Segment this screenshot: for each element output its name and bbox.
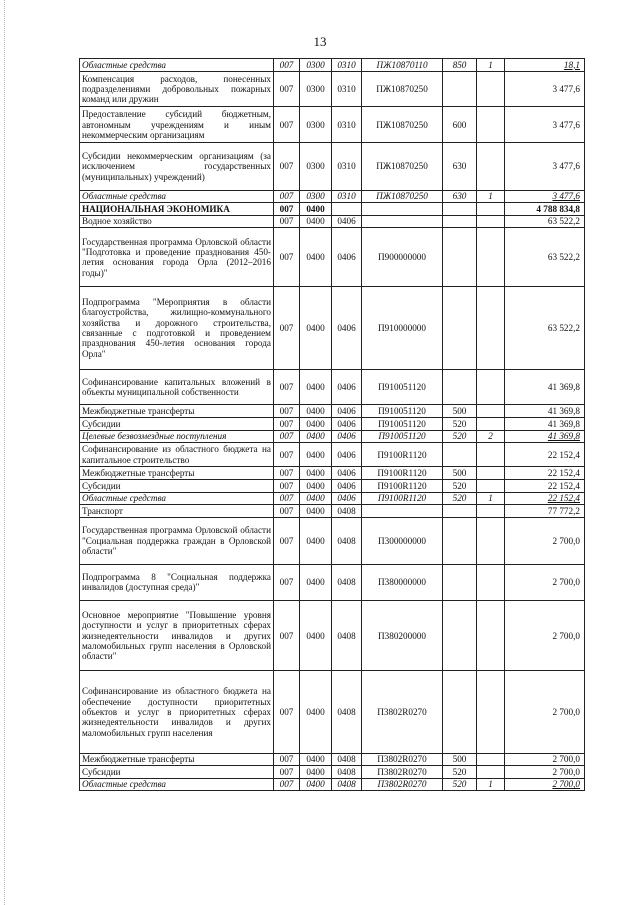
row-name: Субсидии некоммерческим организациям (за исключением государственных (муниципальных) учреждений) (80, 143, 274, 190)
ministry-code: 007 (274, 517, 300, 564)
ministry-code: 007 (274, 190, 300, 203)
expense-type-code: 630 (443, 190, 477, 203)
subsection-code: 0408 (332, 778, 362, 791)
expense-type-code (443, 505, 477, 518)
table-row (80, 467, 585, 480)
ministry-code: 007 (274, 203, 300, 216)
ministry-code: 007 (274, 59, 300, 72)
amount: 41 369,8 (505, 417, 585, 430)
row-name: Компенсация расходов, понесенных подразделениями добровольных пожарных команд или дружин (80, 71, 274, 107)
expense-type-code (443, 228, 477, 287)
row-name: Межбюджетные трансферты (80, 405, 274, 418)
subsection-code: 0310 (332, 143, 362, 190)
expense-type-code (443, 600, 477, 671)
ministry-code: 007 (274, 766, 300, 779)
funding-source-code (477, 600, 505, 671)
table-row (80, 778, 585, 791)
subsection-code (332, 203, 362, 216)
ministry-code: 007 (274, 215, 300, 228)
amount: 2 700,0 (505, 600, 585, 671)
subsection-code: 0408 (332, 671, 362, 753)
section-code: 0400 (300, 228, 332, 287)
funding-source-code (477, 107, 505, 143)
target-article-code: П900000000 (362, 228, 443, 287)
row-name: Областные средства (80, 190, 274, 203)
funding-source-code (477, 565, 505, 601)
subsection-code: 0408 (332, 505, 362, 518)
expense-type-code (443, 71, 477, 107)
funding-source-code (477, 405, 505, 418)
target-article-code: П3802R0270 (362, 753, 443, 766)
expense-type-code: 520 (443, 479, 477, 492)
table-row (80, 565, 585, 601)
row-name: Транспорт (80, 505, 274, 518)
target-article-code: П300000000 (362, 517, 443, 564)
subsection-code: 0406 (332, 215, 362, 228)
expense-type-code: 500 (443, 467, 477, 480)
table-row (80, 143, 585, 190)
funding-source-code (477, 479, 505, 492)
ministry-code: 007 (274, 565, 300, 601)
amount: 2 700,0 (505, 753, 585, 766)
target-article-code: ПЖ10870250 (362, 143, 443, 190)
expense-type-code: 520 (443, 492, 477, 505)
amount: 63 522,2 (505, 228, 585, 287)
target-article-code: П910000000 (362, 287, 443, 369)
subsection-code: 0310 (332, 190, 362, 203)
section-code: 0300 (300, 190, 332, 203)
subsection-code: 0406 (332, 492, 362, 505)
target-article-code: П9100R1120 (362, 492, 443, 505)
subsection-code: 0408 (332, 600, 362, 671)
amount: 63 522,2 (505, 287, 585, 369)
ministry-code: 007 (274, 143, 300, 190)
table-row (80, 671, 585, 753)
table-row (80, 287, 585, 369)
section-code: 0400 (300, 417, 332, 430)
target-article-code: ПЖ10870250 (362, 107, 443, 143)
table-row (80, 766, 585, 779)
section-code: 0400 (300, 778, 332, 791)
expense-type-code (443, 215, 477, 228)
table-row (80, 369, 585, 405)
row-name: Государственная программа Орловской области "Подготовка и проведение празднования 450-летия основания города Орла (2012–2016 годы)" (80, 228, 274, 287)
ministry-code: 007 (274, 430, 300, 443)
target-article-code (362, 215, 443, 228)
section-code: 0400 (300, 505, 332, 518)
section-code: 0400 (300, 766, 332, 779)
amount: 63 522,2 (505, 215, 585, 228)
ministry-code: 007 (274, 467, 300, 480)
table-row (80, 492, 585, 505)
section-code: 0400 (300, 479, 332, 492)
amount: 41 369,8 (505, 369, 585, 405)
funding-source-code: 1 (477, 190, 505, 203)
target-article-code: ПЖ10870250 (362, 71, 443, 107)
table-row (80, 59, 585, 72)
amount: 22 152,4 (505, 492, 585, 505)
subsection-code: 0408 (332, 565, 362, 601)
budget-table (79, 58, 585, 791)
ministry-code: 007 (274, 753, 300, 766)
row-name: Софинансирование из областного бюджета на капитальное строительство (80, 443, 274, 467)
amount: 2 700,0 (505, 565, 585, 601)
funding-source-code (477, 753, 505, 766)
row-name: Софинансирование из областного бюджета на обеспечение доступности приоритетных объектов и услуг в приоритетных сферах жизнедеятельности инвалидов и других маломобильных групп населения (80, 671, 274, 753)
subsection-code: 0310 (332, 59, 362, 72)
subsection-code: 0406 (332, 405, 362, 418)
section-code: 0400 (300, 430, 332, 443)
expense-type-code: 520 (443, 417, 477, 430)
row-name: Водное хозяйство (80, 215, 274, 228)
section-code: 0400 (300, 517, 332, 564)
target-article-code: П9100R1120 (362, 479, 443, 492)
subsection-code: 0406 (332, 228, 362, 287)
ministry-code: 007 (274, 479, 300, 492)
subsection-code: 0406 (332, 479, 362, 492)
subsection-code: 0406 (332, 443, 362, 467)
row-name: Основное мероприятие "Повышение уровня доступности и услуг в приоритетных сферах жизнедеятельности инвалидов и других маломобильных групп населения в Орловской области" (80, 600, 274, 671)
funding-source-code (477, 517, 505, 564)
section-code: 0300 (300, 107, 332, 143)
amount: 2 700,0 (505, 517, 585, 564)
expense-type-code (443, 369, 477, 405)
amount: 3 477,6 (505, 190, 585, 203)
subsection-code: 0408 (332, 766, 362, 779)
row-name: Целевые безвозмездные поступления (80, 430, 274, 443)
amount: 2 700,0 (505, 671, 585, 753)
row-name: Областные средства (80, 492, 274, 505)
funding-source-code (477, 369, 505, 405)
row-name: Межбюджетные трансферты (80, 753, 274, 766)
target-article-code (362, 505, 443, 518)
expense-type-code: 500 (443, 405, 477, 418)
subsection-code: 0406 (332, 287, 362, 369)
ministry-code: 007 (274, 505, 300, 518)
expense-type-code (443, 287, 477, 369)
row-name: Межбюджетные трансферты (80, 467, 274, 480)
section-code: 0400 (300, 753, 332, 766)
page-binding-edge (4, 0, 5, 905)
row-name: Областные средства (80, 778, 274, 791)
ministry-code: 007 (274, 369, 300, 405)
subsection-code: 0310 (332, 107, 362, 143)
subsection-code: 0406 (332, 430, 362, 443)
funding-source-code (477, 143, 505, 190)
expense-type-code: 850 (443, 59, 477, 72)
table-row (80, 479, 585, 492)
section-code: 0400 (300, 405, 332, 418)
funding-source-code (477, 443, 505, 467)
expense-type-code: 520 (443, 778, 477, 791)
funding-source-code: 1 (477, 59, 505, 72)
expense-type-code: 630 (443, 143, 477, 190)
ministry-code: 007 (274, 600, 300, 671)
expense-type-code (443, 671, 477, 753)
amount: 41 369,8 (505, 405, 585, 418)
ministry-code: 007 (274, 107, 300, 143)
target-article-code: П9100R1120 (362, 443, 443, 467)
ministry-code: 007 (274, 778, 300, 791)
funding-source-code (477, 215, 505, 228)
expense-type-code: 600 (443, 107, 477, 143)
table-row (80, 203, 585, 216)
ministry-code: 007 (274, 671, 300, 753)
table-row (80, 405, 585, 418)
expense-type-code: 520 (443, 766, 477, 779)
funding-source-code (477, 417, 505, 430)
funding-source-code (477, 766, 505, 779)
section-code: 0400 (300, 287, 332, 369)
ministry-code: 007 (274, 405, 300, 418)
target-article-code: П9100R1120 (362, 467, 443, 480)
row-name: Субсидии (80, 479, 274, 492)
expense-type-code: 520 (443, 430, 477, 443)
funding-source-code: 1 (477, 778, 505, 791)
ministry-code: 007 (274, 228, 300, 287)
subsection-code: 0408 (332, 753, 362, 766)
ministry-code: 007 (274, 443, 300, 467)
target-article-code (362, 203, 443, 216)
section-code: 0400 (300, 369, 332, 405)
funding-source-code (477, 203, 505, 216)
row-name: Государственная программа Орловской области "Социальная поддержка граждан в Орловской области" (80, 517, 274, 564)
section-code: 0400 (300, 565, 332, 601)
expense-type-code: 500 (443, 753, 477, 766)
amount: 3 477,6 (505, 107, 585, 143)
ministry-code: 007 (274, 71, 300, 107)
row-name: Подпрограмма "Мероприятия в области благоустройства, жилищно-коммунального хозяйства и дорожного строительства, связанные с подготовкой и проведением празднования 450-летия основания города Орла" (80, 287, 274, 369)
table-row (80, 71, 585, 107)
table-row (80, 753, 585, 766)
table-row (80, 430, 585, 443)
funding-source-code: 2 (477, 430, 505, 443)
page-number: 13 (313, 34, 327, 49)
target-article-code: П910051120 (362, 405, 443, 418)
target-article-code: П3802R0270 (362, 671, 443, 753)
expense-type-code (443, 565, 477, 601)
funding-source-code (477, 71, 505, 107)
target-article-code: П3802R0270 (362, 766, 443, 779)
amount: 2 700,0 (505, 778, 585, 791)
subsection-code: 0408 (332, 517, 362, 564)
section-code: 0400 (300, 492, 332, 505)
target-article-code: ПЖ10870250 (362, 190, 443, 203)
subsection-code: 0406 (332, 467, 362, 480)
amount: 22 152,4 (505, 479, 585, 492)
table-row (80, 228, 585, 287)
expense-type-code (443, 443, 477, 467)
section-code: 0300 (300, 71, 332, 107)
funding-source-code (477, 287, 505, 369)
ministry-code: 007 (274, 287, 300, 369)
target-article-code: П380200000 (362, 600, 443, 671)
table-row (80, 443, 585, 467)
section-code: 0400 (300, 600, 332, 671)
subsection-code: 0406 (332, 369, 362, 405)
row-name: Областные средства (80, 59, 274, 72)
section-code: 0400 (300, 203, 332, 216)
ministry-code: 007 (274, 492, 300, 505)
target-article-code: П910051120 (362, 417, 443, 430)
target-article-code: П910051120 (362, 369, 443, 405)
table-row (80, 215, 585, 228)
subsection-code: 0310 (332, 71, 362, 107)
amount: 22 152,4 (505, 467, 585, 480)
target-article-code: П3802R0270 (362, 778, 443, 791)
section-code: 0300 (300, 143, 332, 190)
target-article-code: П380000000 (362, 565, 443, 601)
row-name: Предоставление субсидий бюджетным, автономным учреждениям и иным некоммерческим организациям (80, 107, 274, 143)
table-row (80, 417, 585, 430)
amount: 77 772,2 (505, 505, 585, 518)
subsection-code: 0406 (332, 417, 362, 430)
funding-source-code (477, 467, 505, 480)
funding-source-code: 1 (477, 492, 505, 505)
table-row (80, 107, 585, 143)
table-row (80, 190, 585, 203)
target-article-code: ПЖ10870110 (362, 59, 443, 72)
row-name: Субсидии (80, 417, 274, 430)
table-row (80, 505, 585, 518)
funding-source-code (477, 505, 505, 518)
amount: 4 788 834,8 (505, 203, 585, 216)
table-row (80, 600, 585, 671)
row-name: Подпрограмма 8 "Социальная поддержка инвалидов (доступная среда)" (80, 565, 274, 601)
row-name: Софинансирование капитальных вложений в объекты муниципальной собственности (80, 369, 274, 405)
amount: 3 477,6 (505, 143, 585, 190)
funding-source-code (477, 671, 505, 753)
amount: 3 477,6 (505, 71, 585, 107)
expense-type-code (443, 203, 477, 216)
section-code: 0400 (300, 467, 332, 480)
section-code: 0400 (300, 671, 332, 753)
amount: 41 369,8 (505, 430, 585, 443)
amount: 18,1 (505, 59, 585, 72)
expense-type-code (443, 517, 477, 564)
section-code: 0300 (300, 59, 332, 72)
target-article-code: П910051120 (362, 430, 443, 443)
row-name: НАЦИОНАЛЬНАЯ ЭКОНОМИКА (80, 203, 274, 216)
section-code: 0400 (300, 443, 332, 467)
amount: 22 152,4 (505, 443, 585, 467)
amount: 2 700,0 (505, 766, 585, 779)
table-row (80, 517, 585, 564)
row-name: Субсидии (80, 766, 274, 779)
funding-source-code (477, 228, 505, 287)
ministry-code: 007 (274, 417, 300, 430)
section-code: 0400 (300, 215, 332, 228)
